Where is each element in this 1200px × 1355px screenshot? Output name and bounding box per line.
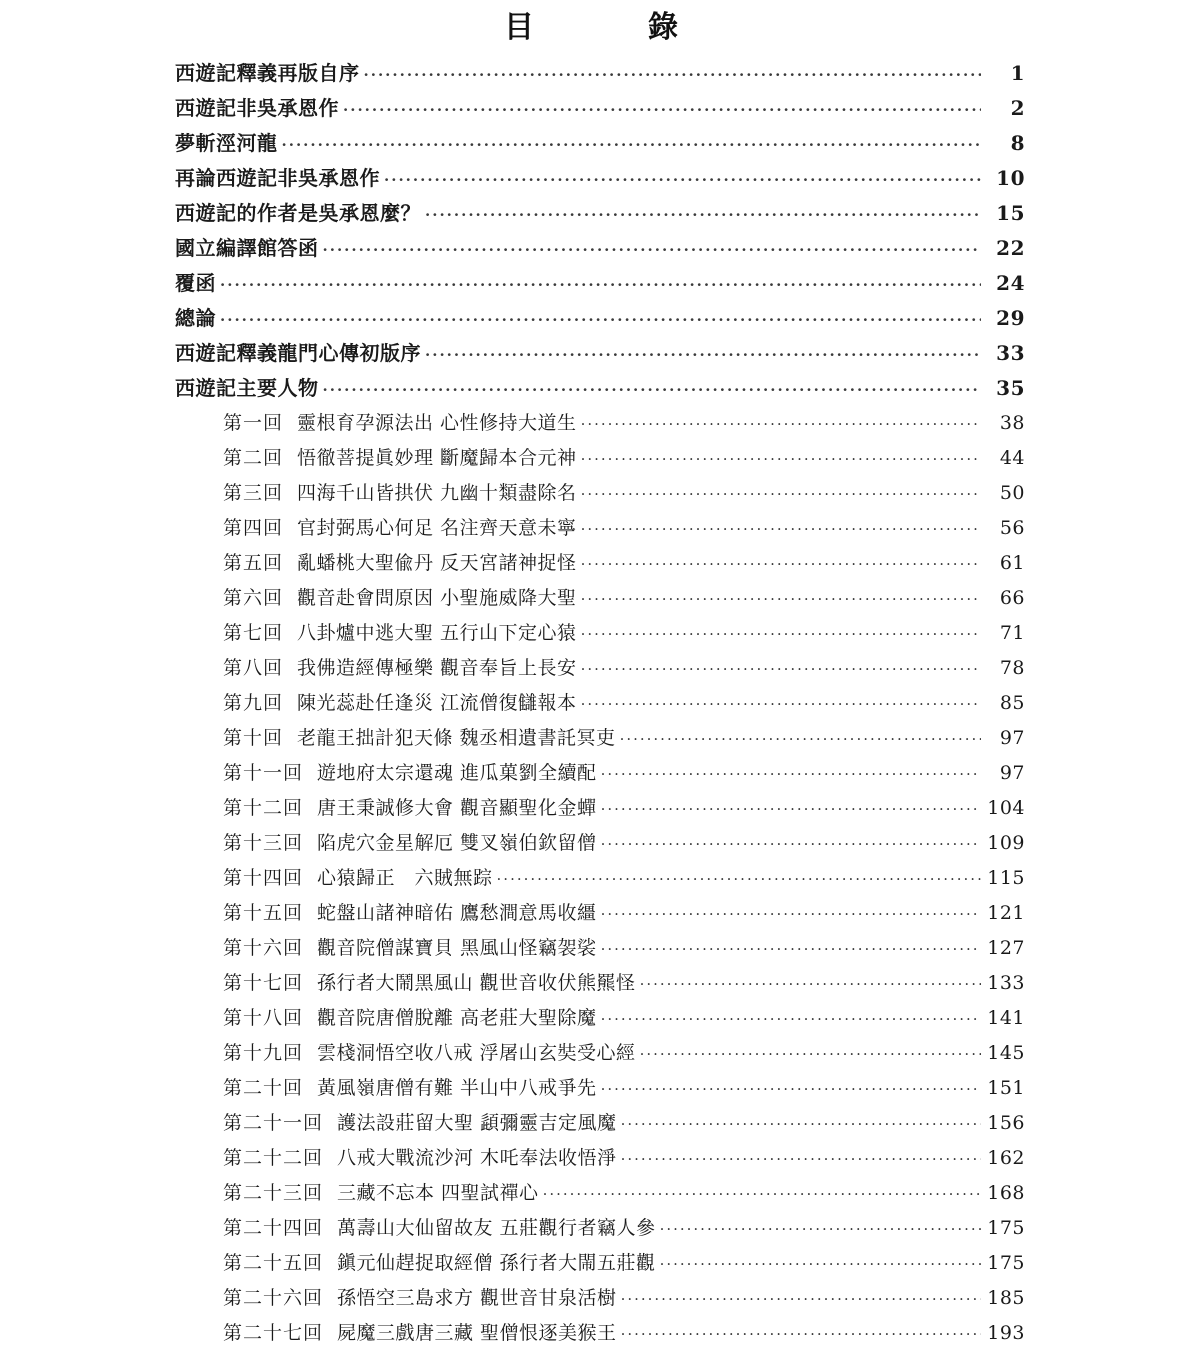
toc-entry-chapter-11[interactable] xyxy=(175,795,1025,830)
dot-leader xyxy=(620,725,981,744)
chapter-number: 第十一回 xyxy=(223,762,304,784)
page-title: 目 錄 xyxy=(504,10,696,45)
dot-leader xyxy=(640,970,981,989)
chapter-title: 靈根育孕源法出 心性修持大道生 xyxy=(297,412,577,434)
toc-entry-front-4[interactable] xyxy=(175,200,1025,235)
table-of-contents xyxy=(175,60,1025,1355)
dot-leader xyxy=(601,1005,981,1024)
chapter-page: 56 xyxy=(999,517,1025,539)
toc-entry-label: 西遊記主要人物 xyxy=(175,376,319,400)
toc-entry-chapter-10[interactable] xyxy=(175,760,1025,795)
dot-leader xyxy=(601,900,981,919)
chapter-title: 老龍王拙計犯天條 魏丞相遺書託冥吏 xyxy=(297,727,616,749)
dot-leader xyxy=(543,1180,981,1199)
chapter-title: 我佛造經傳極樂 觀音奉旨上長安 xyxy=(297,657,577,679)
dot-leader xyxy=(621,1110,981,1129)
toc-entry-front-3[interactable] xyxy=(175,165,1025,200)
chapter-page: 162 xyxy=(987,1147,1025,1169)
chapter-page: 151 xyxy=(987,1077,1025,1099)
toc-entry-chapter-15[interactable] xyxy=(175,935,1025,970)
dot-leader xyxy=(343,95,981,115)
chapter-page: 61 xyxy=(999,552,1025,574)
chapter-title: 觀音院僧謀寶貝 黑風山怪竊袈裟 xyxy=(317,937,597,959)
chapter-title: 孫行者大鬧黑風山 觀世音收伏熊羆怪 xyxy=(317,972,636,994)
dot-leader xyxy=(621,1145,981,1164)
toc-entry-front-6[interactable] xyxy=(175,270,1025,305)
chapter-number: 第六回 xyxy=(223,587,284,609)
toc-entry-chapter-20[interactable] xyxy=(175,1110,1025,1145)
dot-leader xyxy=(364,60,982,80)
chapter-title: 陳光蕊赴任逢災 江流僧復讎報本 xyxy=(297,692,577,714)
dot-leader xyxy=(601,830,981,849)
chapter-title: 黃風嶺唐僧有難 半山中八戒爭先 xyxy=(317,1077,597,1099)
dot-leader xyxy=(581,550,981,569)
chapter-number: 第四回 xyxy=(223,517,284,539)
toc-entry-label: 再論西遊記非吳承恩作 xyxy=(175,166,380,190)
toc-entry-chapter-12[interactable] xyxy=(175,830,1025,865)
chapter-title: 觀音赴會問原因 小聖施威降大聖 xyxy=(297,587,577,609)
dot-leader xyxy=(621,1285,981,1304)
toc-entry-chapter-8[interactable] xyxy=(175,690,1025,725)
toc-entry-label: 國立編譯館答函 xyxy=(175,236,319,260)
dot-leader xyxy=(640,1040,981,1059)
dot-leader xyxy=(601,935,981,954)
toc-entry-front-8[interactable] xyxy=(175,340,1025,375)
dot-leader xyxy=(581,585,981,604)
toc-entry-chapter-17[interactable] xyxy=(175,1005,1025,1040)
chapter-number: 第十四回 xyxy=(223,867,304,889)
chapter-number: 第十九回 xyxy=(223,1042,304,1064)
toc-entry-front-1[interactable] xyxy=(175,95,1025,130)
chapter-number: 第二十一回 xyxy=(223,1112,324,1134)
chapter-page: 97 xyxy=(999,762,1025,784)
toc-entry-label: 總論 xyxy=(175,306,216,330)
toc-entry-chapter-26[interactable] xyxy=(175,1320,1025,1355)
toc-entry-chapter-9[interactable] xyxy=(175,725,1025,760)
chapter-number: 第八回 xyxy=(223,657,284,679)
toc-entry-front-7[interactable] xyxy=(175,305,1025,340)
toc-entry-front-9[interactable] xyxy=(175,375,1025,410)
chapter-title: 雲棧洞悟空收八戒 浮屠山玄奘受心經 xyxy=(317,1042,636,1064)
chapter-page: 71 xyxy=(999,622,1025,644)
chapter-title: 遊地府太宗還魂 進瓜菓劉全續配 xyxy=(317,762,597,784)
dot-leader xyxy=(581,620,981,639)
chapter-page: 85 xyxy=(999,692,1025,714)
chapter-page: 185 xyxy=(987,1287,1025,1309)
chapter-page: 38 xyxy=(999,412,1025,434)
chapter-number: 第十回 xyxy=(223,727,284,749)
dot-leader xyxy=(581,445,981,464)
toc-entry-chapter-25[interactable] xyxy=(175,1285,1025,1320)
chapter-page: 50 xyxy=(999,482,1025,504)
toc-entry-page: 10 xyxy=(996,166,1025,190)
toc-entry-chapter-2[interactable] xyxy=(175,480,1025,515)
toc-entry-page: 22 xyxy=(996,236,1025,260)
chapter-page: 104 xyxy=(987,797,1025,819)
chapter-number: 第十八回 xyxy=(223,1007,304,1029)
dot-leader xyxy=(581,410,981,429)
chapter-page: 141 xyxy=(987,1007,1025,1029)
toc-entry-label: 西遊記釋義再版自序 xyxy=(175,61,360,85)
toc-entry-page: 33 xyxy=(996,341,1025,365)
toc-entry-page: 29 xyxy=(996,306,1025,330)
chapter-title: 八卦爐中逃大聖 五行山下定心猿 xyxy=(297,622,577,644)
toc-entry-chapter-16[interactable] xyxy=(175,970,1025,1005)
dot-leader xyxy=(621,1320,981,1339)
chapter-number: 第九回 xyxy=(223,692,284,714)
chapter-title: 心猿歸正 六賊無踪 xyxy=(317,867,493,889)
chapter-page: 175 xyxy=(987,1217,1025,1239)
chapter-number: 第十二回 xyxy=(223,797,304,819)
chapter-number: 第十三回 xyxy=(223,832,304,854)
toc-entry-chapter-1[interactable] xyxy=(175,445,1025,480)
chapter-page: 97 xyxy=(999,727,1025,749)
dot-leader xyxy=(282,130,982,150)
dot-leader xyxy=(384,165,981,185)
toc-entry-chapter-7[interactable] xyxy=(175,655,1025,690)
dot-leader xyxy=(581,480,981,499)
chapter-page: 168 xyxy=(987,1182,1025,1204)
toc-entry-chapter-13[interactable] xyxy=(175,865,1025,900)
chapter-title: 唐王秉誠修大會 觀音顯聖化金蟬 xyxy=(317,797,597,819)
toc-entry-chapter-22[interactable] xyxy=(175,1180,1025,1215)
toc-entry-front-2[interactable] xyxy=(175,130,1025,165)
chapter-number: 第二十七回 xyxy=(223,1322,324,1344)
toc-entry-chapter-23[interactable] xyxy=(175,1215,1025,1250)
chapter-number: 第十五回 xyxy=(223,902,304,924)
chapter-title: 蛇盤山諸神暗佑 鷹愁澗意馬收繮 xyxy=(317,902,597,924)
dot-leader xyxy=(425,200,981,220)
chapter-number: 第二十二回 xyxy=(223,1147,324,1169)
dot-leader xyxy=(581,515,981,534)
toc-entry-chapter-19[interactable] xyxy=(175,1075,1025,1110)
chapter-title: 八戒大戰流沙河 木吒奉法收悟淨 xyxy=(337,1147,617,1169)
dot-leader xyxy=(601,760,981,779)
toc-entry-page: 2 xyxy=(1010,96,1025,120)
toc-entry-chapter-3[interactable] xyxy=(175,515,1025,550)
dot-leader xyxy=(323,375,982,395)
toc-entry-chapter-5[interactable] xyxy=(175,585,1025,620)
chapter-number: 第十六回 xyxy=(223,937,304,959)
toc-entry-label: 西遊記的作者是吳承恩麼？ xyxy=(175,201,421,225)
chapter-page: 66 xyxy=(999,587,1025,609)
toc-entry-label: 西遊記釋義龍門心傳初版序 xyxy=(175,341,421,365)
chapter-page: 115 xyxy=(987,867,1025,889)
chapter-title: 三藏不忘本 四聖試禪心 xyxy=(337,1182,539,1204)
toc-entry-page: 35 xyxy=(996,376,1025,400)
toc-entry-chapter-6[interactable] xyxy=(175,620,1025,655)
toc-entry-front-0[interactable] xyxy=(175,60,1025,95)
dot-leader xyxy=(220,305,981,325)
chapter-number: 第二十六回 xyxy=(223,1287,324,1309)
toc-entry-front-5[interactable] xyxy=(175,235,1025,270)
toc-entry-chapter-21[interactable] xyxy=(175,1145,1025,1180)
chapter-page: 145 xyxy=(987,1042,1025,1064)
toc-entry-label: 覆函 xyxy=(175,271,216,295)
chapter-title: 萬壽山大仙留故友 五莊觀行者竊人參 xyxy=(337,1217,656,1239)
chapter-title: 鎭元仙趕捉取經僧 孫行者大閙五莊觀 xyxy=(337,1252,656,1274)
toc-entry-chapter-0[interactable] xyxy=(175,410,1025,445)
chapter-number: 第三回 xyxy=(223,482,284,504)
chapter-title: 官封弼馬心何足 名注齊天意未寧 xyxy=(297,517,577,539)
dot-leader xyxy=(581,690,981,709)
toc-entry-page: 15 xyxy=(996,201,1025,225)
chapter-title: 屍魔三戲唐三藏 聖僧恨逐美猴王 xyxy=(337,1322,617,1344)
toc-entry-page: 1 xyxy=(1010,61,1025,85)
chapter-page: 133 xyxy=(987,972,1025,994)
chapter-page: 127 xyxy=(987,937,1025,959)
dot-leader xyxy=(660,1250,981,1269)
toc-entry-chapter-4[interactable] xyxy=(175,550,1025,585)
chapter-title: 護法設莊留大聖 頿彌靈吉定風魔 xyxy=(337,1112,617,1134)
chapter-title: 陷虎穴金星解厄 雙叉嶺伯欽留僧 xyxy=(317,832,597,854)
chapter-page: 121 xyxy=(987,902,1025,924)
chapter-number: 第二十三回 xyxy=(223,1182,324,1204)
chapter-title: 孫悟空三島求方 觀世音甘泉活樹 xyxy=(337,1287,617,1309)
chapter-page: 44 xyxy=(999,447,1025,469)
dot-leader xyxy=(581,655,981,674)
chapter-page: 156 xyxy=(987,1112,1025,1134)
chapter-number: 第一回 xyxy=(223,412,284,434)
toc-entry-page: 24 xyxy=(996,271,1025,295)
toc-entry-page: 8 xyxy=(1010,131,1025,155)
chapter-number: 第二回 xyxy=(223,447,284,469)
toc-entry-chapter-18[interactable] xyxy=(175,1040,1025,1075)
chapter-title: 四海千山皆拱伏 九幽十類盡除名 xyxy=(297,482,577,504)
chapter-title: 悟徹菩提眞妙理 斷魔歸本合元神 xyxy=(297,447,577,469)
dot-leader xyxy=(601,1075,981,1094)
dot-leader xyxy=(220,270,981,290)
toc-entry-label: 夢斬涇河龍 xyxy=(175,131,278,155)
chapter-title: 觀音院唐僧脫離 高老莊大聖除魔 xyxy=(317,1007,597,1029)
chapter-page: 175 xyxy=(987,1252,1025,1274)
chapter-number: 第十七回 xyxy=(223,972,304,994)
toc-entry-chapter-14[interactable] xyxy=(175,900,1025,935)
dot-leader xyxy=(425,340,981,360)
chapter-number: 第二十五回 xyxy=(223,1252,324,1274)
toc-entry-chapter-24[interactable] xyxy=(175,1250,1025,1285)
dot-leader xyxy=(601,795,981,814)
chapter-number: 第七回 xyxy=(223,622,284,644)
chapter-number: 第二十四回 xyxy=(223,1217,324,1239)
toc-entry-label: 西遊記非吳承恩作 xyxy=(175,96,339,120)
chapter-title: 亂蟠桃大聖偸丹 反天宮諸神捉怪 xyxy=(297,552,577,574)
chapter-page: 193 xyxy=(987,1322,1025,1344)
chapter-number: 第二十回 xyxy=(223,1077,304,1099)
dot-leader xyxy=(323,235,982,255)
dot-leader xyxy=(660,1215,981,1234)
chapter-page: 78 xyxy=(999,657,1025,679)
chapter-number: 第五回 xyxy=(223,552,284,574)
chapter-page: 109 xyxy=(987,832,1025,854)
dot-leader xyxy=(497,865,981,884)
